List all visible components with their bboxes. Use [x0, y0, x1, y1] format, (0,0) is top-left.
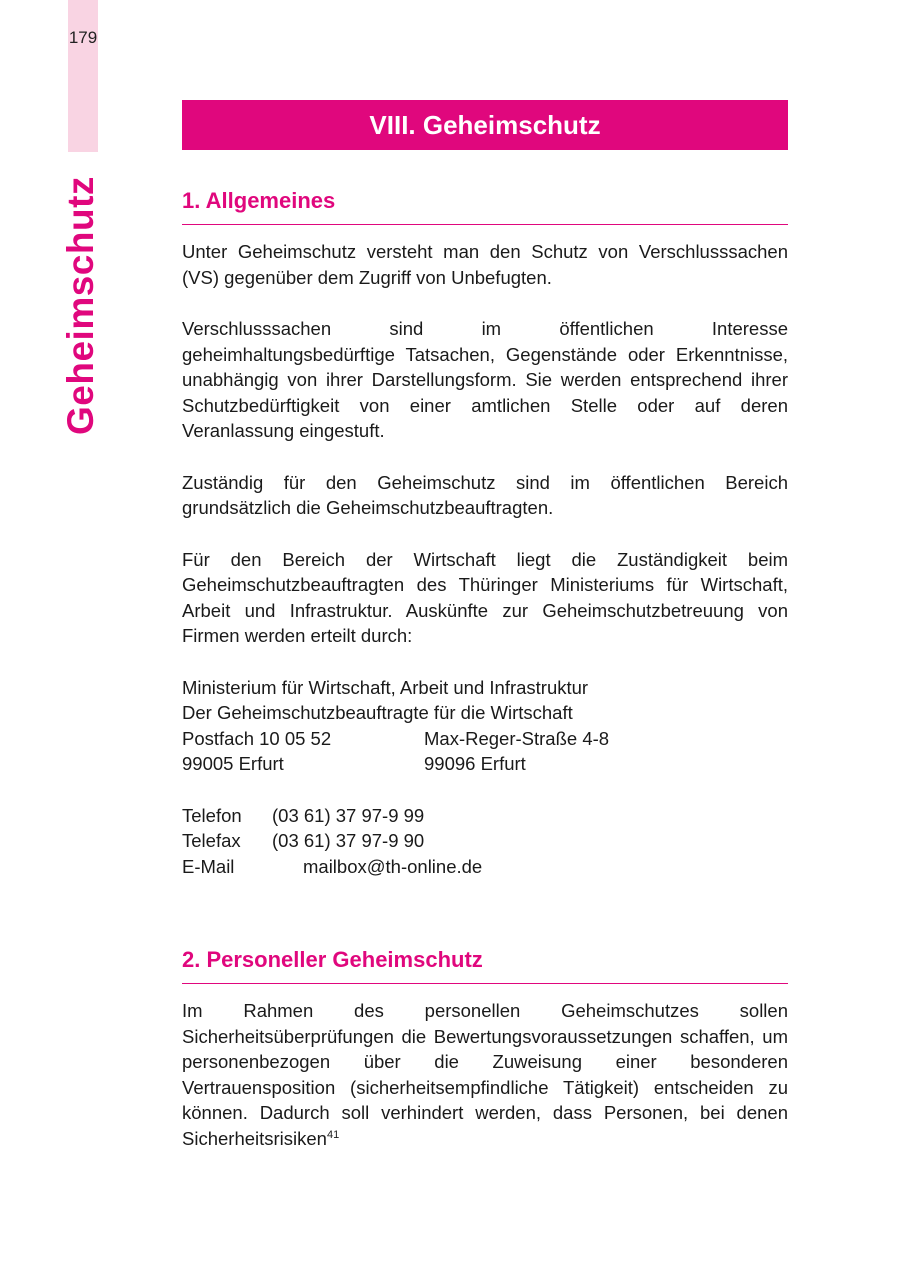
fax-number: (03 61) 37 97-9 90 — [272, 830, 425, 851]
postbox: Postfach 10 05 52 — [182, 727, 332, 749]
contact-row-phone — [182, 803, 788, 829]
postbox-city: 99005 Erfurt — [182, 753, 284, 774]
section-heading-allgemeines: 1. Allgemeines — [182, 186, 788, 225]
email-address[interactable]: mailbox@th-online.de — [303, 855, 483, 877]
email-label: E-Mail — [182, 855, 235, 877]
phone-label: Telefon — [182, 804, 242, 826]
phone-number: (03 61) 37 97-9 99 — [272, 804, 425, 826]
contact-row-email — [182, 854, 788, 880]
page-number: 179 — [68, 28, 98, 47]
paragraph: Zuständig für den Geheimschutz sind im öffentlichen Bereich grundsätzlich die Geheimschutzbeauftragten. — [182, 471, 788, 518]
chapter-banner — [182, 100, 788, 150]
street-city: 99096 Erfurt — [424, 753, 526, 774]
paragraph: Für den Bereich der Wirtschaft liegt die Zuständigkeit beim Geheimschutzbeauftragten des Thüringer Ministeriums für Wirtschaft, Arbeit und Infrastruktur. Auskünfte zur Geheimschutzbetreuung von Firmen werden erteilt durch: — [182, 548, 788, 646]
address-row — [182, 751, 788, 777]
address-block — [182, 675, 788, 777]
side-tab — [68, 0, 98, 152]
page-content — [182, 186, 788, 1177]
footnote-reference[interactable]: 41 — [326, 1128, 340, 1141]
fax-label: Telefax — [182, 830, 241, 851]
address-row — [182, 726, 788, 752]
contact-block — [182, 803, 788, 880]
address-line: Ministerium für Wirtschaft, Arbeit und Infrastruktur — [182, 676, 589, 698]
side-title: Geheimschutz — [60, 176, 101, 435]
paragraph: Verschlusssachen sind im öffentlichen Interesse geheimhaltungsbedürftige Tatsachen, Gegenstände oder Erkenntnisse, unabhängig von ihrer Darstellungsform. Sie werden entsprechend ihrer Schutzbedürftigkeit von einer amtlichen Stelle oder auf deren Veranlassung eingestuft. — [182, 318, 788, 441]
chapter-title: VIII. Geheimschutz — [369, 109, 601, 140]
paragraph-text: Im Rahmen des personellen Geheimschutzes sollen Sicherheitsüberprüfungen die Bewertungsvoraussetzungen schaffen, um personenbezogen über die Zuweisung einer besonderen Vertrauensposition (sicherheitsempfindliche Tätigkeit) entscheiden zu können. Dadurch soll verhindert werden, dass Personen, bei denen Sicherheitsrisiken — [182, 1000, 788, 1149]
contact-row-fax — [182, 828, 788, 854]
paragraph: Unter Geheimschutz versteht man den Schutz von Verschlusssachen (VS) gegenüber dem Zugriff von Unbefugten. — [182, 241, 788, 288]
section-heading-personeller-geheimschutz: 2. Personeller Geheimschutz — [182, 945, 788, 984]
paragraph — [182, 998, 788, 1151]
street: Max-Reger-Straße 4-8 — [424, 727, 610, 749]
address-line: Der Geheimschutzbeauftragte für die Wirtschaft — [182, 702, 573, 723]
